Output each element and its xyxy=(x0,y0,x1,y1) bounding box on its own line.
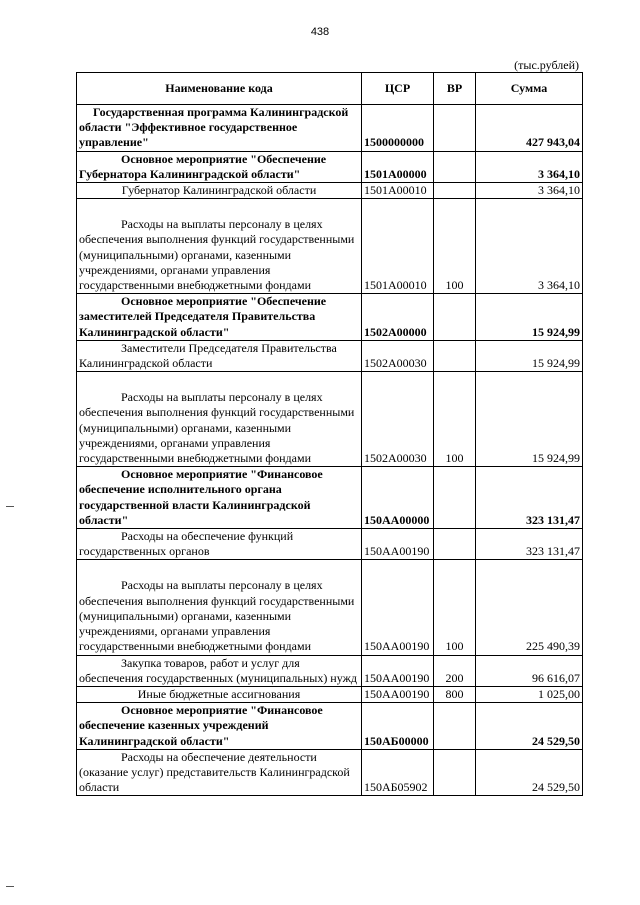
row-sum: 96 616,07 xyxy=(476,655,583,686)
row-vr xyxy=(434,467,476,529)
row-name: Иные бюджетные ассигнования xyxy=(77,686,362,702)
table-row xyxy=(77,294,583,341)
row-csr: 1502А00000 xyxy=(362,294,434,341)
row-sum: 15 924,99 xyxy=(476,294,583,341)
row-name: Государственная программа Калининградской области "Эффективное государственное управление" xyxy=(77,105,362,152)
table-row xyxy=(77,703,583,750)
row-sum: 427 943,04 xyxy=(476,105,583,152)
row-sum: 3 364,10 xyxy=(476,199,583,294)
header-name: Наименование кода xyxy=(77,73,362,105)
row-csr: 150АА00190 xyxy=(362,560,434,655)
table-row xyxy=(77,199,583,294)
row-sum: 15 924,99 xyxy=(476,372,583,467)
row-name: Заместители Председателя Правительства Калининградской области xyxy=(77,340,362,371)
row-csr: 1500000000 xyxy=(362,105,434,152)
margin-mark xyxy=(6,886,14,887)
row-name: Расходы на обеспечение функций государственных органов xyxy=(77,529,362,560)
row-csr: 1501А00010 xyxy=(362,199,434,294)
row-vr xyxy=(434,294,476,341)
row-name: Основное мероприятие "Обеспечение заместителей Председателя Правительства Калининградской области" xyxy=(77,294,362,341)
table-row xyxy=(77,655,583,686)
row-csr: 150АА00190 xyxy=(362,655,434,686)
table-row xyxy=(77,151,583,182)
row-csr: 1501А00010 xyxy=(362,183,434,199)
row-csr: 1501А00000 xyxy=(362,151,434,182)
row-name: Расходы на обеспечение деятельности (оказание услуг) представительств Калининградской области xyxy=(77,749,362,796)
row-name: Расходы на выплаты персоналу в целях обеспечения выполнения функций государственными (муниципальными) органами, казенными учреждениями, органами управления государственными внебюджетными фондами xyxy=(77,372,362,467)
units-label: (тыс.рублей) xyxy=(514,58,579,72)
row-name: Основное мероприятие "Обеспечение Губернатора Калининградской области" xyxy=(77,151,362,182)
row-csr: 150АА00190 xyxy=(362,529,434,560)
row-name: Закупка товаров, работ и услуг для обеспечения государственных (муниципальных) нужд xyxy=(77,655,362,686)
row-vr xyxy=(434,151,476,182)
row-sum: 24 529,50 xyxy=(476,749,583,796)
table-row xyxy=(77,749,583,796)
header-sum: Сумма xyxy=(476,73,583,105)
row-vr: 200 xyxy=(434,655,476,686)
table-row xyxy=(77,529,583,560)
table-row xyxy=(77,467,583,529)
row-vr xyxy=(434,105,476,152)
row-vr: 100 xyxy=(434,199,476,294)
row-vr: 800 xyxy=(434,686,476,702)
table-header-row xyxy=(77,73,583,105)
row-vr xyxy=(434,703,476,750)
budget-table xyxy=(76,72,583,796)
row-sum: 3 364,10 xyxy=(476,183,583,199)
row-sum: 323 131,47 xyxy=(476,529,583,560)
row-vr xyxy=(434,749,476,796)
row-vr xyxy=(434,183,476,199)
header-csr: ЦСР xyxy=(362,73,434,105)
header-vr: ВР xyxy=(434,73,476,105)
row-csr: 150АА00190 xyxy=(362,686,434,702)
table-row xyxy=(77,372,583,467)
page-number: 438 xyxy=(310,26,330,38)
table-row xyxy=(77,340,583,371)
row-vr xyxy=(434,529,476,560)
row-csr: 150АА00000 xyxy=(362,467,434,529)
table-row xyxy=(77,183,583,199)
table-row xyxy=(77,105,583,152)
table-row xyxy=(77,560,583,655)
row-vr xyxy=(434,340,476,371)
row-name: Основное мероприятие "Финансовое обеспечение казенных учреждений Калининградской области" xyxy=(77,703,362,750)
table-row xyxy=(77,686,583,702)
row-csr: 1502А00030 xyxy=(362,372,434,467)
row-sum: 1 025,00 xyxy=(476,686,583,702)
row-sum: 323 131,47 xyxy=(476,467,583,529)
row-sum: 15 924,99 xyxy=(476,340,583,371)
row-name: Губернатор Калининградской области xyxy=(77,183,362,199)
margin-mark xyxy=(6,506,14,507)
row-name: Расходы на выплаты персоналу в целях обеспечения выполнения функций государственными (муниципальными) органами, казенными учреждениями, органами управления государственными внебюджетными фондами xyxy=(77,199,362,294)
row-sum: 3 364,10 xyxy=(476,151,583,182)
row-csr: 150АБ05902 xyxy=(362,749,434,796)
row-name: Основное мероприятие "Финансовое обеспечение исполнительного органа государственной власти Калининградской области" xyxy=(77,467,362,529)
row-sum: 225 490,39 xyxy=(476,560,583,655)
row-vr: 100 xyxy=(434,372,476,467)
row-sum: 24 529,50 xyxy=(476,703,583,750)
row-csr: 150АБ00000 xyxy=(362,703,434,750)
row-vr: 100 xyxy=(434,560,476,655)
row-name: Расходы на выплаты персоналу в целях обеспечения выполнения функций государственными (муниципальными) органами, казенными учреждениями, органами управления государственными внебюджетными фондами xyxy=(77,560,362,655)
row-csr: 1502А00030 xyxy=(362,340,434,371)
